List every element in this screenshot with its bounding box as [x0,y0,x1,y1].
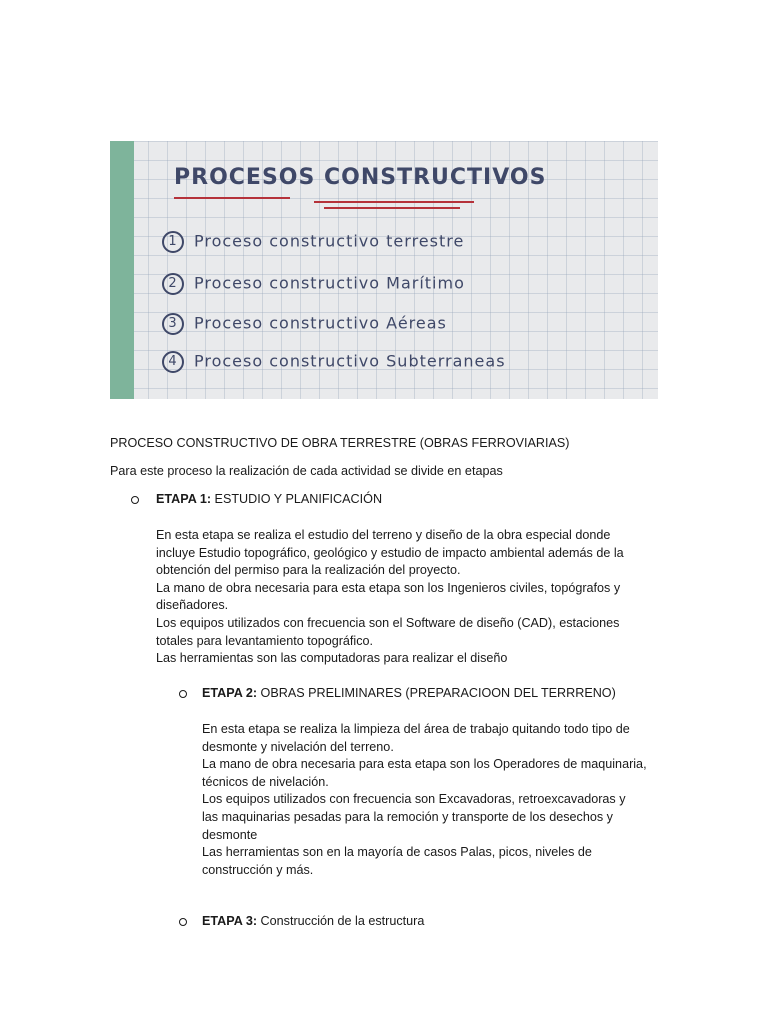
title-underline [314,201,474,203]
photo-item-text: Proceso constructivo Subterraneas [194,351,506,371]
etapa-title: ESTUDIO Y PLANIFICACIÓN [211,492,383,506]
title-underline [324,207,460,209]
section-heading: PROCESO CONSTRUCTIVO DE OBRA TERRESTRE (OBRAS FERROVIARIAS) [110,436,570,450]
etapa-label: ETAPA 3: [202,914,258,928]
photo-item [162,313,447,335]
etapa-2-heading [202,686,616,700]
body-line: obtención del permiso para la realización del proyecto. [156,563,461,578]
body-line: técnicos de nivelación. [202,774,329,789]
body-line: La mano de obra necesaria para esta etapa son los Ingenieros civiles, topógrafos y [156,580,621,595]
etapa-title: OBRAS PRELIMINARES (PREPARACIOON DEL TERRRENO) [257,686,616,700]
etapa-1-body [156,527,624,668]
body-line: totales para levantamiento topográfico. [156,633,374,648]
body-line: construcción y más. [202,862,314,877]
body-line: incluye Estudio topográfico, geológico y estudio de impacto ambiental además de la [156,545,624,560]
body-line: diseñadores. [156,598,229,613]
body-line: Las herramientas son en la mayoría de casos Palas, picos, niveles de [202,845,592,860]
list-bullet [179,918,187,926]
body-line: Las herramientas son las computadoras para realizar el diseño [156,651,508,666]
photo-item [162,231,464,253]
body-line: La mano de obra necesaria para esta etapa son los Operadores de maquinaria, [202,757,647,772]
photo-item [162,351,506,373]
etapa-label: ETAPA 2: [202,686,258,700]
body-line: Los equipos utilizados con frecuencia son el Software de diseño (CAD), estaciones [156,615,620,630]
intro-paragraph: Para este proceso la realización de cada actividad se divide en etapas [110,464,503,478]
list-bullet [179,690,187,698]
etapa-2-body [202,721,647,879]
photo-item-text: Proceso constructivo Marítimo [194,273,465,293]
body-line: desmonte [202,827,258,842]
photo-item-text: Proceso constructivo terrestre [194,231,465,251]
photo-item [162,273,465,295]
etapa-label: ETAPA 1: [156,492,212,506]
body-line: En esta etapa se realiza la limpieza del área de trabajo quitando todo tipo de [202,722,630,736]
title-underline [174,197,290,199]
item-number-circle: 3 [162,313,184,335]
etapa-title: Construcción de la estructura [257,914,425,928]
item-number-circle: 2 [162,273,184,295]
photo-title: PROCESOS CONSTRUCTIVOS [174,165,547,190]
body-line: desmonte y nivelación del terreno. [202,739,394,754]
body-line: las maquinarias pesadas para la remoción y transporte de los desechos y [202,809,613,824]
item-number-circle: 1 [162,231,184,253]
notebook-margin [110,141,134,399]
etapa-1-heading [156,492,382,506]
photo-item-text: Proceso constructivo Aéreas [194,313,447,333]
list-bullet [131,496,139,504]
etapa-3-heading [202,914,424,928]
body-line: Los equipos utilizados con frecuencia son Excavadoras, retroexcavadoras y [202,792,626,807]
item-number-circle: 4 [162,351,184,373]
body-line: En esta etapa se realiza el estudio del terreno y diseño de la obra especial donde [156,528,611,542]
handwritten-notes-photo [110,141,658,399]
